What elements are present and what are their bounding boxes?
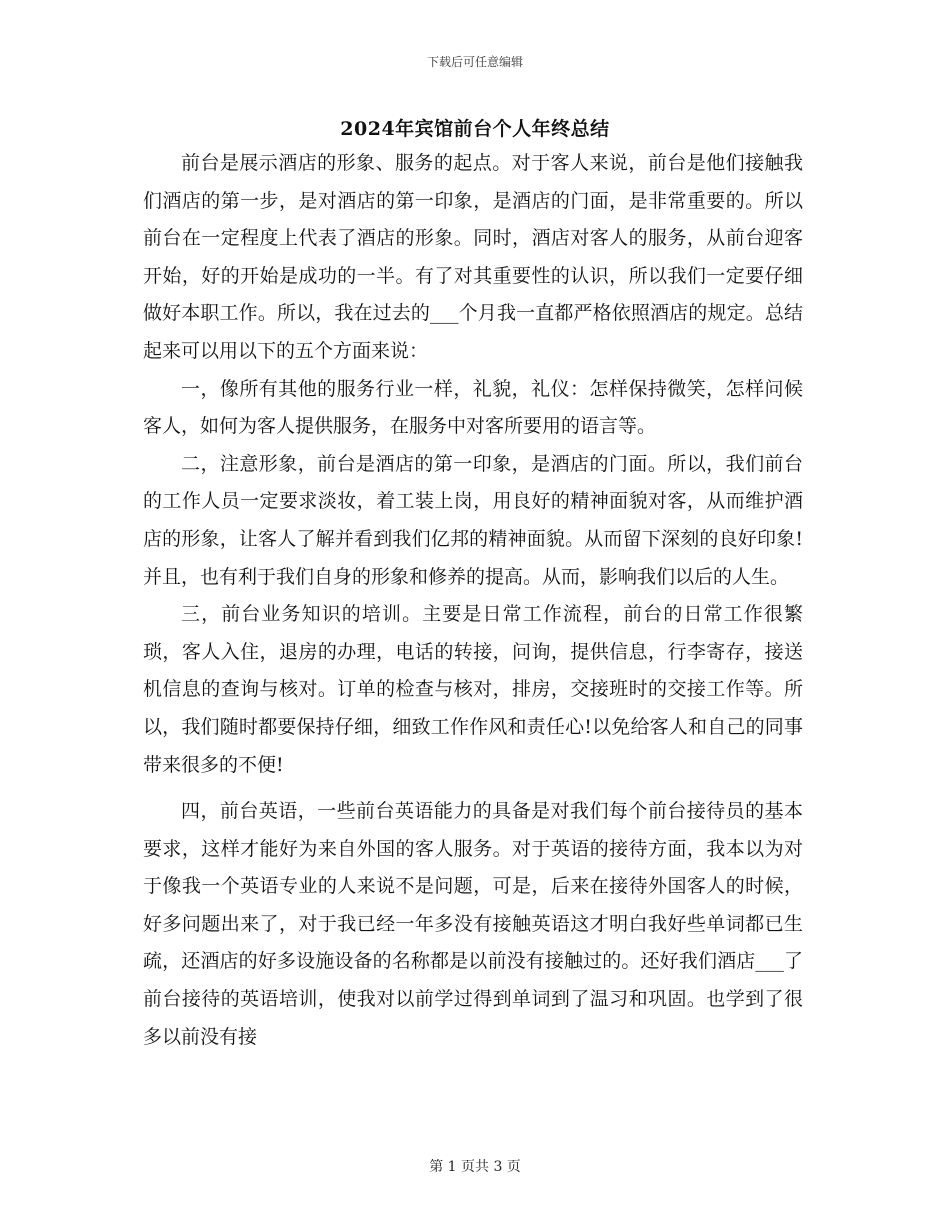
paragraph-point-3: 三，前台业务知识的培训。主要是日常工作流程，前台的日常工作很繁琐，客人入住，退房的办理，电话的转接，问询，提供信息，行李寄存，接送机信息的查询与核对。订单的检查与核对，排房，交接班时的交接工作等。所以，我们随时都要保持仔细，细致工作作风和责任心!以免给客人和自己的同事带来很多的不便! [143, 603, 803, 776]
page-number: 第 1 页共 3 页 [429, 1159, 521, 1175]
document-body [143, 145, 803, 1056]
paragraph-point-2: 二，注意形象，前台是酒店的第一印象，是酒店的门面。所以，我们前台的工作人员一定要求淡妆，着工装上岗，用良好的精神面貌对客，从而维护酒店的形象，让客人了解并看到我们亿邦的精神面貌。从而留下深刻的良好印象!并且，也有利于我们自身的形象和修养的提高。从而，影响我们以后的人生。 [143, 452, 803, 588]
document-title: 2024年宾馆前台个人年终总结 [340, 118, 610, 140]
paragraph-intro: 前台是展示酒店的形象、服务的起点。对于客人来说，前台是他们接触我们酒店的第一步，是对酒店的第一印象，是酒店的门面，是非常重要的。所以前台在一定程度上代表了酒店的形象。同时，酒店对客人的服务，从前台迎客开始，好的开始是成功的一半。有了对其重要性的认识，所以我们一定要仔细做好本职工作。所以，我在过去的___个月我一直都严格依照酒店的规定。总结起来可以用以下的五个方面来说： [143, 152, 803, 362]
header-note: 下载后可任意编辑 [426, 55, 523, 69]
paragraph-point-1: 一，像所有其他的服务行业一样，礼貌，礼仪：怎样保持微笑，怎样问候客人，如何为客人提供服务，在服务中对客所要用的语言等。 [143, 377, 803, 438]
paragraph-point-4: 四，前台英语，一些前台英语能力的具备是对我们每个前台接待员的基本要求，这样才能好为来自外国的客人服务。对于英语的接待方面，我本以为对于像我一个英语专业的人来说不是问题，可是，后来在接待外国客人的时候，好多问题出来了，对于我已经一年多没有接触英语这才明白我好些单词都已生疏，还酒店的好多设施设备的名称都是以前没有接触过的。还好我们酒店___了前台接待的英语培训，使我对以前学过得到单词到了温习和巩固。也学到了很多以前没有接 [143, 800, 803, 1048]
